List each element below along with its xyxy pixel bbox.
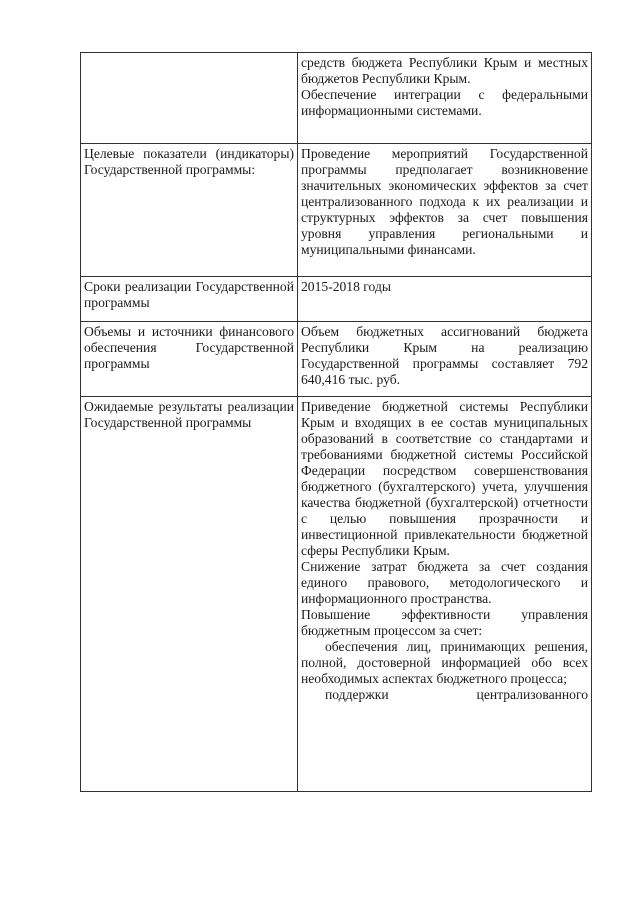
program-passport-table — [80, 52, 592, 792]
row-label-cell — [81, 277, 298, 322]
paragraph: Снижение затрат бюджета за счет создания единого правового, методологического и информационного пространства. — [301, 559, 588, 606]
table-row — [81, 144, 592, 277]
paragraph: поддержки централизованного — [325, 687, 588, 702]
row-label: Объемы и источники финансового обеспечения Государственной программы — [84, 324, 294, 371]
paragraph: Обеспечение интеграции с федеральными информационными системами. — [301, 87, 588, 118]
row-label-cell — [81, 322, 298, 397]
paragraph: Приведение бюджетной системы Республики Крым и входящих в ее состав муниципальных образований в соответствие со стандартами и требованиями бюджетной системы Российской Федерации посредством совершенствования бюджетного (бухгалтерского) учета, улучшения качества бюджетной (бухгалтерской) отчетности с целью повышения прозрачности и инвестиционной привлекательности бюджетной сферы Республики Крым. — [301, 399, 588, 558]
row-label: Ожидаемые результаты реализации Государственной программы — [84, 399, 294, 430]
row-value-cell — [298, 144, 592, 277]
paragraph: Объем бюджетных ассигнований бюджета Республики Крым на реализацию Государственной программы составляет 792 640,416 тыс. руб. — [301, 324, 588, 387]
paragraph: Повышение эффективности управления бюджетным процессом за счет: — [301, 607, 588, 638]
row-label-cell — [81, 53, 298, 144]
row-value-cell — [298, 322, 592, 397]
paragraph: Проведение мероприятий Государственной программы предполагает возникновение значительных экономических эффектов за счет централизованного подхода к их реализации и структурных эффектов за счет повышения уровня управления региональными и муниципальными финансами. — [301, 146, 588, 257]
table-row — [81, 53, 592, 144]
row-value-cell — [298, 397, 592, 792]
table-row — [81, 277, 592, 322]
row-label: Целевые показатели (индикаторы) Государственной программы: — [84, 146, 294, 177]
table-row — [81, 322, 592, 397]
table-row — [81, 397, 592, 792]
paragraph: 2015-2018 годы — [301, 279, 391, 294]
row-label-cell — [81, 397, 298, 792]
row-label-cell — [81, 144, 298, 277]
paragraph: обеспечения лиц, принимающих решения, полной, достоверной информацией обо всех необходимых аспектах бюджетного процесса; — [301, 639, 588, 686]
paragraph: средств бюджета Республики Крым и местных бюджетов Республики Крым. — [301, 55, 588, 86]
row-label: Сроки реализации Государственной программы — [84, 279, 294, 310]
row-value-cell — [298, 277, 592, 322]
row-value-cell — [298, 53, 592, 144]
